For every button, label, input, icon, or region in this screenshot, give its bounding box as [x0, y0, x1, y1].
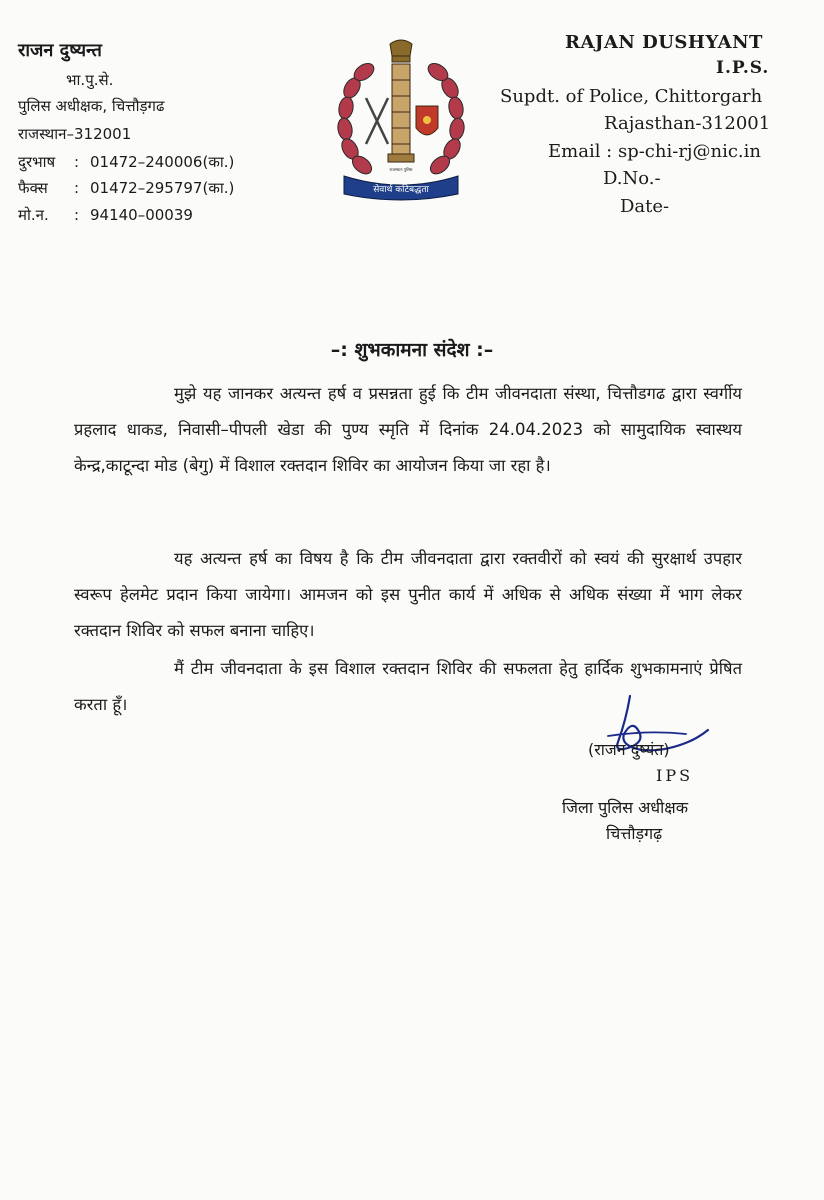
paragraph-2: यह अत्यन्त हर्ष का विषय है कि टीम जीवनदाता द्वारा रक्तवीरों को स्वयं की सुरक्षार्थ उपहार स्वरूप हेलमेट प्रदान किया जायेगा। आमजन को इस पुनीत कार्य में अधिक से अधिक संख्या में भाग लेकर रक्तदान शिविर को सफल बनाना चाहिए। — [74, 549, 742, 640]
service-hindi: भा.पु.से. — [66, 71, 114, 89]
officer-name-hindi: राजन दुष्यन्त — [18, 40, 102, 61]
fax-value: 01472–295797(का.) — [90, 179, 235, 197]
address-english: Rajasthan-312001 — [604, 113, 771, 134]
service-english: I.P.S. — [716, 58, 770, 78]
designation-english: Supdt. of Police, Chittorgarh — [500, 86, 763, 107]
signatory-designation: जिला पुलिस अधीक्षक — [562, 798, 689, 817]
dno-line: D.No.- — [603, 168, 661, 189]
address-hindi: राजस्थान–312001 — [18, 125, 132, 143]
phone-separator: : — [74, 153, 80, 171]
mobile-value: 94140–00039 — [90, 206, 193, 224]
signatory-place: चित्तौड़गढ़ — [606, 824, 663, 843]
police-emblem-icon — [332, 36, 470, 206]
signatory-name: (राजन दुष्यंत) — [588, 740, 670, 759]
phone-value: 01472–240006(का.) — [90, 153, 235, 171]
letter-title: –: शुभकामना संदेश :– — [330, 339, 494, 361]
phone-row — [18, 152, 234, 172]
mobile-label: मो.न. — [18, 206, 49, 224]
email-line: Email : sp-chi-rj@nic.in — [548, 141, 762, 162]
emblem-motto: सेवार्थ कटिबद्धता — [373, 185, 429, 195]
fax-separator: : — [74, 179, 80, 197]
phone-label: दुरभाष — [18, 153, 56, 171]
fax-label: फैक्स — [18, 179, 48, 197]
emblem-small-text: राजस्थान पुलिस — [389, 167, 413, 172]
date-line: Date- — [620, 196, 670, 217]
mobile-separator: : — [74, 206, 80, 224]
designation-hindi: पुलिस अधीक्षक, चित्तौड़गढ — [18, 97, 165, 115]
paragraph-1: मुझे यह जानकर अत्यन्त हर्ष व प्रसन्नता हुई कि टीम जीवनदाता संस्था, चित्तौडगढ द्वारा स्वर्गीय प्रहलाद धाकड, निवासी–पीपली खेडा की पुण्य स्मृति में दिनांक 24.04.2023 को सामुदायिक स्वास्थय केन्द्र,काटून्दा मोड (बेगु) में विशाल रक्तदान शिविर का आयोजन किया जा रहा है। — [74, 384, 742, 475]
paragraph-3: मैं टीम जीवनदाता के इस विशाल रक्तदान शिविर की सफलता हेतु हार्दिक शुभकामनाएं प्रेषित करता हूँ। — [74, 659, 742, 714]
officer-name-english: RAJAN DUSHYANT — [565, 32, 763, 53]
fax-row — [18, 178, 234, 198]
mobile-row — [18, 205, 193, 225]
signatory-service: IPS — [656, 766, 694, 785]
